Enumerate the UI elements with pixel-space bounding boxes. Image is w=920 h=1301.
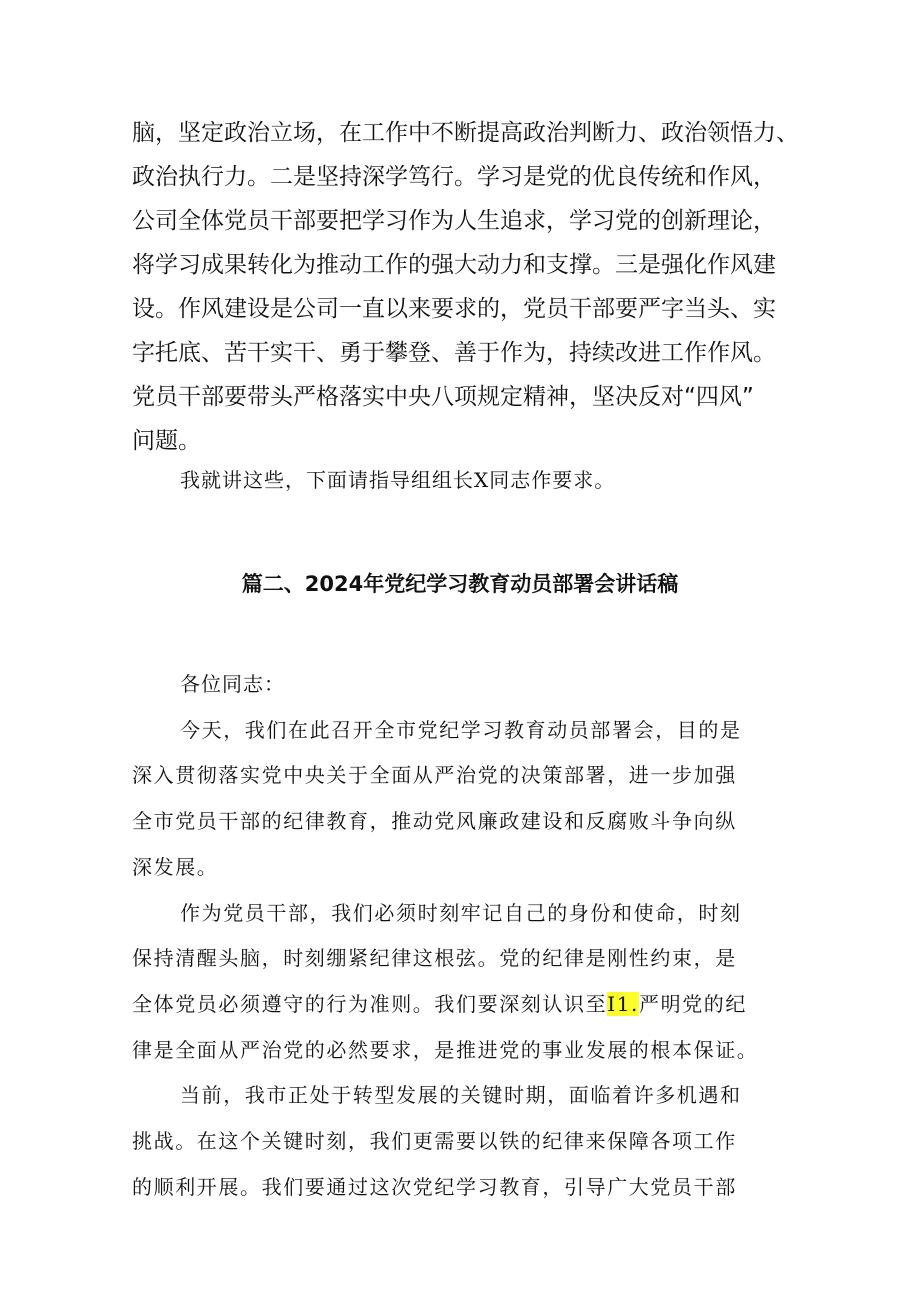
closing-remark: 我就讲这些，下面请指导组组长X同志作要求。 bbox=[180, 468, 616, 492]
text-line: 保持清醒头脑，时刻绷紧纪律这根弦。党的纪律是刚性约束，是 bbox=[132, 946, 737, 971]
highlight-mark: I1. bbox=[607, 991, 639, 1016]
speech-body bbox=[132, 662, 792, 1210]
text-line: 问题。 bbox=[132, 428, 201, 454]
text-segment: 严明党的纪 bbox=[639, 991, 747, 1016]
text-line: 字托底、苦干实干、勇于攀登、善于作为，持续改进工作作风。 bbox=[132, 340, 776, 366]
salutation: 各位同志： bbox=[180, 672, 285, 696]
text-line: 挑战。在这个关键时刻，我们更需要以铁的纪律来保障各项工作 bbox=[132, 1129, 737, 1154]
paragraph bbox=[132, 891, 792, 1074]
text-line: 将学习成果转化为推动工作的强大动力和支撑。三是强化作风建 bbox=[132, 252, 776, 278]
highlighted-text-line bbox=[132, 982, 792, 1028]
text-line: 党员干部要带头严格落实中央八项规定精神，坚决反对“四风” bbox=[132, 384, 754, 410]
text-line: 今天，我们在此召开全市党纪学习教育动员部署会，目的是 bbox=[180, 717, 742, 742]
paragraph bbox=[132, 708, 792, 891]
speech-continuation bbox=[132, 111, 804, 463]
section-heading: 篇二、2024年党纪学习教育动员部署会讲话稿 bbox=[241, 572, 679, 596]
text-line: 当前，我市正处于转型发展的关键时期，面临着许多机遇和 bbox=[180, 1083, 742, 1108]
text-line: 公司全体党员干部要把学习作为人生追求，学习党的创新理论， bbox=[132, 208, 776, 234]
text-line: 脑，坚定政治立场，在工作中不断提高政治判断力、政治领悟力、 bbox=[132, 120, 799, 146]
paragraph bbox=[132, 1073, 792, 1210]
text-line: 律是全面从严治党的必然要求，是推进党的事业发展的根本保证。 bbox=[132, 1037, 759, 1062]
text-line: 政治执行力。二是坚持深学笃行。学习是党的优良传统和作风， bbox=[132, 164, 776, 190]
text-line: 全市党员干部的纪律教育，推动党风廉政建设和反腐败斗争向纵 bbox=[132, 809, 737, 834]
text-line: 深入贯彻落实党中央关于全面从严治党的决策部署，进一步加强 bbox=[132, 763, 737, 788]
text-line: 设。作风建设是公司一直以来要求的，党员干部要严字当头、实 bbox=[132, 296, 776, 322]
text-segment: 全体党员必须遵守的行为准则。我们要深刻认识至 bbox=[132, 991, 608, 1016]
text-line: 作为党员干部，我们必须时刻牢记自己的身份和使命，时刻 bbox=[180, 900, 742, 925]
text-line: 深发展。 bbox=[132, 854, 219, 879]
text-line: 的顺利开展。我们要通过这次党纪学习教育，引导广大党员干部 bbox=[132, 1174, 737, 1199]
